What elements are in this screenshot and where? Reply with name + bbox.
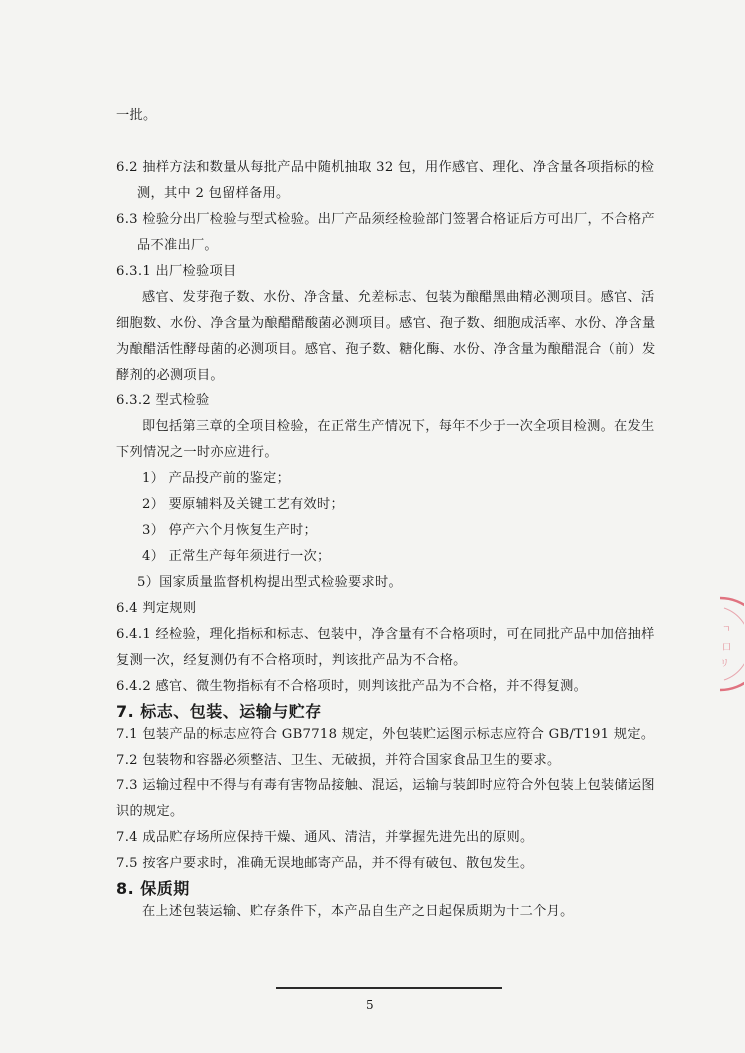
list-item: 5）国家质量监督机构提出型式检验要求时。 [137, 575, 402, 590]
clause-6-4-2: 6.4.2 感官、微生物指标有不合格项时，则判该批产品为不合格，并不得复测。 [116, 679, 588, 694]
clause-7-5: 7.5 按客户要求时，准确无误地邮寄产品，并不得有破包、散包发生。 [116, 856, 534, 871]
clause-7-2: 7.2 包装物和容器必须整洁、卫生、无破损，并符合国家食品卫生的要求。 [116, 753, 561, 768]
clause-6-4: 6.4 判定规则 [116, 601, 197, 616]
red-seal-stamp [700, 596, 744, 692]
text-line: 一批。 [116, 108, 157, 123]
page-number: 5 [366, 998, 374, 1012]
svg-text:口: 口 [722, 643, 732, 653]
section-heading-8: 8. 保质期 [116, 879, 190, 898]
clause-6-2: 6.2 抽样方法和数量从每批产品中随机抽取 32 包，用作感官、理化、净含量各项指标的检 [116, 160, 655, 175]
clause-6-4-1: 6.4.1 经检验，理化指标和标志、包装中，净含量有不合格项时，可在同批产品中加倍抽样 [116, 627, 655, 642]
text-line: 测，其中 2 包留样备用。 [137, 186, 290, 201]
clause-7-4: 7.4 成品贮存场所应保持干燥、通风、清洁，并掌握先进先出的原则。 [116, 830, 534, 845]
text-line: 细胞数、水份、净含量为酿醋醋酸菌必测项目。感官、孢子数、细胞成活率、水份、净含量 [116, 316, 656, 331]
text-line: 酵剂的必测项目。 [116, 368, 224, 383]
text-line: 为酿醋活性酵母菌的必测项目。感官、孢子数、糖化酶、水份、净含量为酿醋混合（前）发 [116, 342, 656, 357]
list-item: 2） 要原辅料及关键工艺有效时； [142, 497, 345, 512]
section-heading-7: 7. 标志、包装、运输与贮存 [116, 702, 322, 721]
clause-6-3-2: 6.3.2 型式检验 [116, 393, 210, 408]
clause-6-3: 6.3 检验分出厂检验与型式检验。出厂产品须经检验部门签署合格证后方可出厂，不合格产 [116, 212, 655, 227]
svg-text:ㄱ: ㄱ [722, 625, 731, 635]
text-line: 感官、发芽孢子数、水份、净含量、允差标志、包装为酿醋黑曲精必测项目。感官、活 [142, 290, 655, 305]
clause-7-3: 7.3 运输过程中不得与有毒有害物品接触、混运，运输与装卸时应符合外包装上包装储运图 [116, 778, 655, 793]
clause-7-1: 7.1 包装产品的标志应符合 GB7718 规定，外包装贮运图示标志应符合 GB/T191 规定。 [116, 727, 655, 742]
svg-text:リ: リ [720, 659, 730, 669]
seal-graphic [700, 596, 744, 692]
text-line: 在上述包装运输、贮存条件下，本产品自生产之日起保质期为十二个月。 [142, 904, 574, 919]
list-item: 1） 产品投产前的鉴定； [142, 471, 291, 486]
text-line: 下列情况之一时亦应进行。 [116, 445, 278, 460]
clause-6-3-1: 6.3.1 出厂检验项目 [116, 264, 237, 279]
footer-rule [276, 987, 502, 989]
list-item: 3） 停产六个月恢复生产时； [142, 523, 318, 538]
text-line: 品不准出厂。 [137, 238, 218, 253]
text-line: 识的规定。 [116, 804, 184, 819]
text-line: 即包括第三章的全项目检验，在正常生产情况下，每年不少于一次全项目检测。在发生 [142, 419, 655, 434]
text-line: 复测一次，经复测仍有不合格项时，判该批产品为不合格。 [116, 653, 467, 668]
list-item: 4） 正常生产每年须进行一次； [142, 549, 331, 564]
